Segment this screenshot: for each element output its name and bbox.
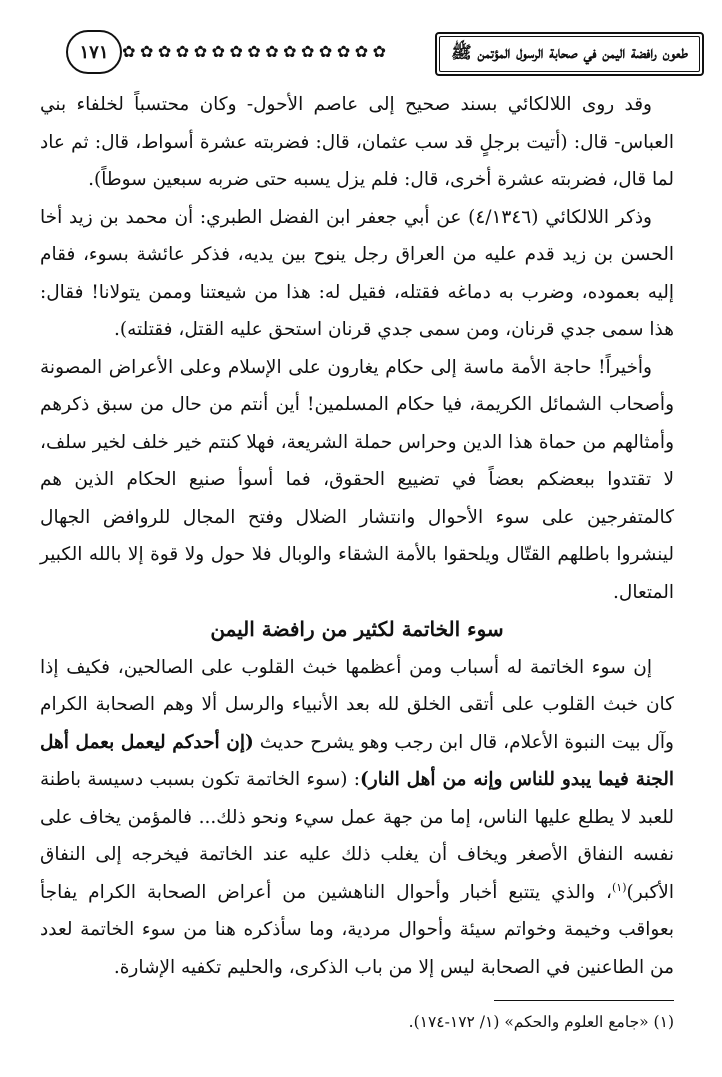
running-title xyxy=(435,32,704,76)
flower-ornament-icon: ✿ xyxy=(336,42,351,61)
hadith-quote: (إن أحدكم ليعمل بعمل أهل الجنة فيما يبدو للناس وإنه من أهل النار) xyxy=(40,731,674,790)
footnote-marker: (١) xyxy=(611,880,627,894)
footnote-divider xyxy=(494,1000,674,1001)
flower-ornament-icon: ✿ xyxy=(122,42,136,61)
paragraph-4-lead: إن سوء الخاتمة له أسباب ومن أعظمها خبث القلوب على الصالحين، فكيف إذا كان خبث القلوب على أتقى الخلق لله بعد الأنبياء والرسل ألا وهم الصحابة الكرام وآل بيت النبوة الأعلام، قال ابن رجب وهو يشرح حديث xyxy=(40,656,674,753)
ornament-row xyxy=(122,40,386,64)
paragraph-2: وذكر اللالكائي (٤/١٣٤٦) عن أبي جعفر ابن الفضل الطبري: أن محمد بن زيد أخا الحسن بن زيد قدم عليه من العراق رجل ينوح بين يديه، فذكر عائشة بسوء، فقام إليه بعموده، وضرب به دماغه فقتله، فقيل له: هذا من شيعتنا وممن يتولانا! فقال: هذا سمى جدي قرنان، ومن سمى جدي قرنان استحق عليه القتل، فقتلته). xyxy=(40,206,674,340)
flower-ornament-icon: ✿ xyxy=(140,42,154,61)
flower-ornament-icon: ✿ xyxy=(229,42,243,61)
flower-ornament-icon: ✿ xyxy=(318,42,333,61)
flower-ornament-icon: ✿ xyxy=(283,42,297,61)
flower-ornament-icon: ✿ xyxy=(354,42,369,61)
paragraph-1: وقد روى اللالكائي بسند صحيح إلى عاصم الأحول- وكان محتسباً لخلفاء بني العباس- قال: (أتيت برجلٍ قد سب عثمان، قال: فضربته عشرة أسواط، قال: ثم عاد لما قال، فضربته عشرة أخرى، قال: فلم يزل يسبه حتى ضربه سبعين سوطاً). xyxy=(40,94,674,190)
flower-ornament-icon: ✿ xyxy=(193,42,208,61)
flower-ornament-icon: ✿ xyxy=(175,42,190,61)
page-header xyxy=(66,28,704,78)
paragraph-4-rest: ، والذي يتتبع أخبار وأحوال الناهشين من أعراض الصحابة الكرام يفاجأ بعواقب وخيمة وخواتم سيئة وأحوال مردية، وما سأذكره هنا من سوء الخاتمة لعدد من الطاعنين في الصحابة ليس إلا من باب الذكرى، والحليم تكفيه الإشارة. xyxy=(40,881,674,978)
flower-ornament-icon: ✿ xyxy=(247,42,261,61)
section-heading: سوء الخاتمة لكثير من رافضة اليمن xyxy=(210,617,504,641)
paragraph-4 xyxy=(40,649,674,987)
paragraph-3: وأخيراً! حاجة الأمة ماسة إلى حكام يغارون على الإسلام وعلى الأعراض المصونة وأصحاب الشمائل الكريمة، فيا حكام المسلمين! أين أنتم من حال من سبق ذكرهم وأمثالهم من حماة هذا الدين وحراس حملة الشريعة، فهلا كنتم خير خلف لخير سلف، لا تقتدوا ببعضكم بعضاً في تضييع الحقوق، فما أسوأ صنيع الحكام الذين هم كالمتفرجين على سوء الأحوال وانتشار الضلال وفتح المجال للروافض الجهال لينشروا باطلهم القتّال ويلحقوا بالأمة الشقاء والوبال فلا حول ولا قوة إلا بالله الكبير المتعال. xyxy=(40,356,674,603)
running-title-text: طعون رافضة اليمن في صحابة الرسول المؤتمن ﷺ xyxy=(451,42,688,63)
page-number: ١٧١ xyxy=(66,30,122,74)
flower-ornament-icon: ✿ xyxy=(372,42,386,61)
footnote: (١) «جامع العلوم والحكم» (١/ ١٧٢-١٧٤). xyxy=(408,1013,674,1031)
flower-ornament-icon: ✿ xyxy=(301,42,315,61)
flower-ornament-icon: ✿ xyxy=(157,42,172,61)
flower-ornament-icon: ✿ xyxy=(211,42,225,61)
main-text xyxy=(40,86,674,986)
flower-ornament-icon: ✿ xyxy=(265,42,279,61)
paragraph-4-quote: : (سوء الخاتمة تكون بسبب دسيسة باطنة للعبد لا يطلع عليها الناس، إما من جهة عمل سيء ونحو ذلك... فالمؤمن يخاف على نفسه النفاق الأصغر ويخاف أن يغلب ذلك عليه عند الخاتمة فيخرجه إلى النفاق الأكبر) xyxy=(40,769,674,903)
